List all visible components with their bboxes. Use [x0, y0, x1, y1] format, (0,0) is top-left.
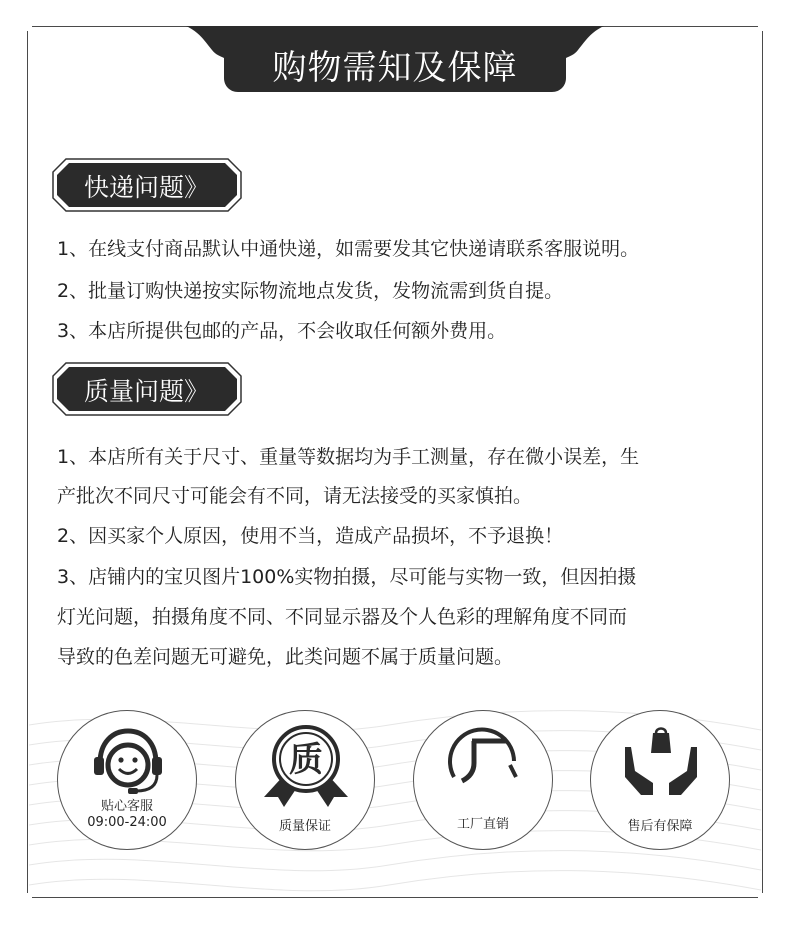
quality-line-6: 导致的色差问题无可避免，此类问题不属于质量问题。 [57, 646, 514, 668]
badge-hours: 09:00-24:00 [87, 815, 167, 830]
section-heading-shipping [52, 158, 242, 212]
section-heading-label: 质量问题》 [84, 377, 210, 406]
section-heading-quality [52, 362, 242, 416]
quality-line-5: 灯光问题，拍摄角度不同、不同显示器及个人色彩的理解角度不同而 [57, 606, 628, 628]
badge-label: 工厂直销 [456, 817, 509, 832]
badge-customer-service [57, 710, 197, 850]
quality-line-1: 1、本店所有关于尺寸、重量等数据均为手工测量，存在微小误差，生 [57, 446, 640, 468]
badge-label: 售后有保障 [627, 819, 693, 834]
section-heading-label: 快递问题》 [84, 173, 210, 202]
shipping-line-1: 1、在线支付商品默认中通快递，如需要发其它快递请联系客服说明。 [57, 238, 640, 260]
badge-factory [413, 710, 553, 850]
shipping-line-3: 3、本店所提供包邮的产品，不会收取任何额外费用。 [57, 320, 507, 342]
quality-line-4: 3、店铺内的宝贝图片100%实物拍摄，尽可能与实物一致，但因拍摄 [57, 566, 637, 588]
quality-glyph: 质 [289, 740, 323, 780]
frame-corner [22, 21, 32, 31]
headset-smiley-icon [88, 725, 168, 801]
page-title: 购物需知及保障 [272, 48, 518, 88]
badge-label: 质量保证 [278, 819, 331, 834]
title-banner [186, 26, 604, 92]
badge-label: 贴心客服 [100, 799, 153, 814]
badge-quality [235, 710, 375, 850]
quality-seal-icon [256, 723, 356, 809]
badge-after-sales [590, 710, 730, 850]
hands-bag-icon [621, 727, 701, 797]
frame-corner [758, 21, 768, 31]
factory-icon [444, 727, 524, 797]
quality-line-2: 产批次不同尺寸可能会有不同，请无法接受的买家慎拍。 [57, 485, 533, 507]
quality-line-3: 2、因买家个人原因，使用不当，造成产品损坏，不予退换！ [57, 525, 564, 547]
shipping-line-2: 2、批量订购快递按实际物流地点发货，发物流需到货自提。 [57, 280, 564, 302]
